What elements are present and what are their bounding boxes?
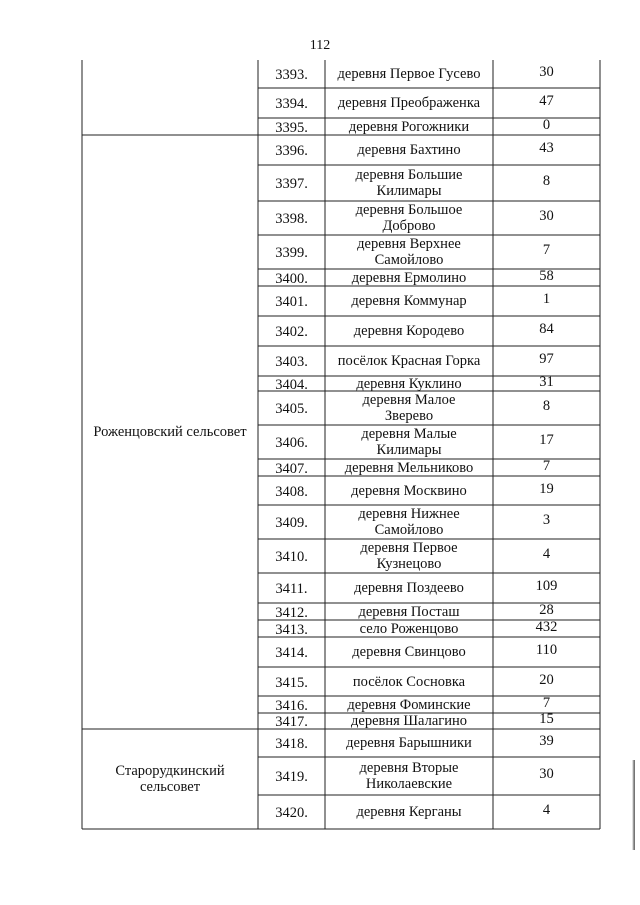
population-count: 4 (542, 546, 551, 562)
population-count: 30 (539, 208, 554, 224)
settlement-name: деревня Верхнее Самойлово (357, 236, 461, 268)
row-number: 3410. (275, 549, 308, 565)
population-count: 110 (535, 642, 558, 658)
population-count: 20 (539, 671, 554, 688)
scan-edge-shadow (632, 760, 635, 850)
row-number: 3407. (275, 460, 308, 477)
row-number: 3415. (275, 674, 308, 691)
row-number: 3405. (275, 401, 308, 417)
population-count: 3 (542, 512, 551, 528)
settlement-name: посёлок Красная Горка (337, 353, 481, 369)
settlement-name: деревня Первое Кузнецово (360, 540, 458, 572)
row-number: 3396. (275, 143, 308, 159)
population-count: 7 (542, 242, 551, 258)
settlement-name: деревня Кородево (353, 323, 465, 339)
row-number: 3412. (275, 604, 308, 621)
row-number: 3414. (275, 645, 308, 661)
settlement-name: деревня Мельниково (344, 459, 474, 476)
row-number: 3408. (275, 483, 308, 500)
row-number: 3409. (275, 515, 308, 531)
settlement-name: деревня Шалагино (351, 713, 467, 729)
settlement-name: село Роженцово (359, 620, 459, 637)
population-count: 28 (539, 601, 554, 618)
population-count: 17 (539, 432, 554, 448)
settlement-name: деревня Малые Килимары (361, 426, 457, 458)
population-count: 0 (542, 116, 551, 133)
settlement-name: деревня Нижнее Самойлово (358, 506, 460, 538)
row-number: 3403. (275, 354, 308, 370)
settlement-name: деревня Первое Гусево (337, 66, 481, 82)
page-number: 112 (309, 38, 331, 53)
population-count: 19 (539, 480, 554, 497)
population-count: 30 (539, 766, 554, 782)
row-number: 3397. (275, 176, 308, 192)
population-count: 43 (539, 140, 554, 156)
population-count: 8 (542, 398, 551, 414)
row-number: 3418. (275, 736, 308, 752)
population-count: 58 (539, 267, 554, 284)
row-number: 3411. (275, 581, 308, 597)
district-name: Роженцовский сельсовет (93, 424, 247, 440)
settlement-name: деревня Ермолино (351, 269, 467, 286)
settlement-name: деревня Большие Килимары (355, 167, 463, 199)
population-count: 432 (535, 618, 558, 635)
row-number: 3401. (275, 294, 308, 310)
settlement-name: деревня Преображенка (337, 95, 481, 111)
settlement-name: деревня Бахтино (357, 142, 461, 158)
settlement-name: деревня Вторые Николаевские (359, 760, 459, 792)
population-count: 4 (542, 802, 551, 818)
settlement-name: деревня Фоминские (347, 696, 471, 713)
population-count: 47 (539, 93, 554, 109)
population-count: 15 (539, 711, 554, 727)
settlement-name: деревня Посташ (358, 603, 460, 620)
population-count: 7 (542, 694, 551, 711)
population-count: 8 (542, 173, 551, 189)
row-number: 3420. (275, 805, 308, 821)
settlement-name: деревня Большое Доброво (355, 202, 463, 234)
row-number: 3417. (275, 714, 308, 730)
settlement-name: деревня Барышники (346, 735, 472, 751)
row-number: 3416. (275, 697, 308, 714)
row-number: 3413. (275, 621, 308, 638)
district-name (82, 60, 258, 135)
population-count: 109 (535, 578, 558, 594)
settlement-name: деревня Куклино (356, 375, 462, 392)
row-number: 3400. (275, 270, 308, 287)
population-count: 97 (539, 351, 554, 367)
row-number: 3393. (275, 67, 308, 83)
settlement-name: деревня Коммунар (351, 293, 467, 309)
row-number: 3402. (275, 324, 308, 340)
row-number: 3399. (275, 245, 308, 261)
row-number: 3419. (275, 769, 308, 785)
population-count: 39 (539, 733, 554, 749)
population-count: 31 (539, 373, 554, 390)
population-count: 7 (542, 457, 551, 474)
settlement-name: деревня Поздеево (354, 580, 464, 596)
settlement-name: деревня Малое Зверево (362, 392, 456, 424)
row-number: 3406. (275, 435, 308, 451)
settlement-name: деревня Рогожники (348, 118, 470, 135)
population-count: 1 (542, 291, 551, 307)
row-number: 3394. (275, 96, 308, 112)
row-number: 3398. (275, 211, 308, 227)
settlement-name: посёлок Сосновка (352, 673, 466, 690)
settlement-name: деревня Керганы (356, 804, 462, 820)
settlement-name: деревня Свинцово (352, 644, 466, 660)
population-count: 84 (539, 321, 554, 337)
row-number: 3404. (275, 376, 308, 393)
row-number: 3395. (275, 119, 308, 136)
district-name: Старорудкинский сельсовет (115, 763, 225, 795)
settlement-name: деревня Москвино (351, 482, 467, 499)
population-count: 30 (539, 64, 554, 80)
